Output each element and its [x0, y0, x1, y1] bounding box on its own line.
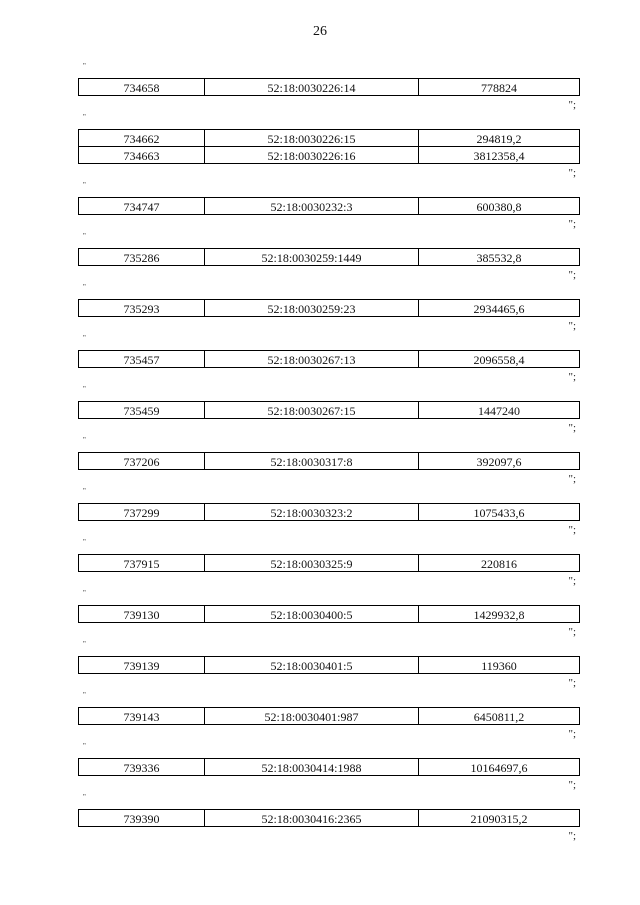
cadastral-number-cell: 52:18:0030232:3: [205, 198, 419, 215]
closing-quote-mark: ";: [568, 728, 576, 740]
cadastral-number-cell: 52:18:0030259:1449: [205, 249, 419, 266]
cadastral-number-cell: 52:18:0030267:15: [205, 402, 419, 419]
cadastral-number-cell: 52:18:0030414:1988: [205, 759, 419, 776]
closing-quote-mark: ";: [568, 677, 576, 689]
record-table: [78, 78, 580, 96]
closing-quote-mark: ";: [568, 575, 576, 587]
cadastral-number-cell: 52:18:0030317:8: [205, 453, 419, 470]
table-row: [79, 606, 580, 623]
record-table: [78, 503, 580, 521]
closing-quote-mark: ";: [568, 626, 576, 638]
closing-quote-mark: ";: [568, 371, 576, 383]
cadastral-value-cell: 119360: [419, 657, 580, 674]
opening-quote-mark: ": [83, 385, 86, 393]
table-row: [79, 759, 580, 776]
cadastral-value-cell: 294819,2: [419, 130, 580, 147]
table-row: [79, 810, 580, 827]
closing-quote-mark: ";: [568, 779, 576, 791]
cadastral-value-cell: 1429932,8: [419, 606, 580, 623]
cadastral-number-cell: 52:18:0030226:16: [205, 147, 419, 164]
table-row: [79, 657, 580, 674]
cadastral-value-cell: 2096558,4: [419, 351, 580, 368]
record-number-cell: 734663: [79, 147, 205, 164]
closing-quote-mark: ";: [568, 422, 576, 434]
record-number-cell: 734658: [79, 79, 205, 96]
table-row: [79, 453, 580, 470]
table-row: [79, 198, 580, 215]
cadastral-number-cell: 52:18:0030259:23: [205, 300, 419, 317]
record-table: [78, 401, 580, 419]
record-number-cell: 734662: [79, 130, 205, 147]
closing-quote-mark: ";: [568, 830, 576, 842]
table-row: [79, 147, 580, 164]
table-row: [79, 708, 580, 725]
opening-quote-mark: ": [83, 62, 86, 70]
record-number-cell: 739390: [79, 810, 205, 827]
record-table: [78, 350, 580, 368]
opening-quote-mark: ": [83, 436, 86, 444]
record-table: [78, 809, 580, 827]
page-number: 26: [313, 24, 327, 39]
record-table: [78, 554, 580, 572]
cadastral-value-cell: 220816: [419, 555, 580, 572]
cadastral-number-cell: 52:18:0030226:15: [205, 130, 419, 147]
cadastral-number-cell: 52:18:0030401:5: [205, 657, 419, 674]
opening-quote-mark: ": [83, 589, 86, 597]
cadastral-number-cell: 52:18:0030401:987: [205, 708, 419, 725]
cadastral-value-cell: 778824: [419, 79, 580, 96]
opening-quote-mark: ": [83, 742, 86, 750]
record-number-cell: 737206: [79, 453, 205, 470]
table-row: [79, 351, 580, 368]
record-table: [78, 248, 580, 266]
opening-quote-mark: ": [83, 283, 86, 291]
table-row: [79, 249, 580, 266]
opening-quote-mark: ": [83, 487, 86, 495]
closing-quote-mark: ";: [568, 269, 576, 281]
opening-quote-mark: ": [83, 640, 86, 648]
table-row: [79, 504, 580, 521]
opening-quote-mark: ": [83, 538, 86, 546]
cadastral-value-cell: 1075433,6: [419, 504, 580, 521]
closing-quote-mark: ";: [568, 99, 576, 111]
cadastral-number-cell: 52:18:0030416:2365: [205, 810, 419, 827]
record-table: [78, 452, 580, 470]
table-row: [79, 300, 580, 317]
cadastral-value-cell: 392097,6: [419, 453, 580, 470]
record-number-cell: 739139: [79, 657, 205, 674]
cadastral-value-cell: 1447240: [419, 402, 580, 419]
cadastral-value-cell: 3812358,4: [419, 147, 580, 164]
cadastral-number-cell: 52:18:0030325:9: [205, 555, 419, 572]
closing-quote-mark: ";: [568, 524, 576, 536]
table-row: [79, 555, 580, 572]
cadastral-number-cell: 52:18:0030267:13: [205, 351, 419, 368]
cadastral-value-cell: 2934465,6: [419, 300, 580, 317]
record-table: [78, 605, 580, 623]
record-number-cell: 735459: [79, 402, 205, 419]
cadastral-value-cell: 6450811,2: [419, 708, 580, 725]
cadastral-value-cell: 10164697,6: [419, 759, 580, 776]
table-row: [79, 130, 580, 147]
record-table: [78, 129, 580, 164]
closing-quote-mark: ";: [568, 218, 576, 230]
record-table: [78, 707, 580, 725]
cadastral-number-cell: 52:18:0030226:14: [205, 79, 419, 96]
record-number-cell: 739336: [79, 759, 205, 776]
table-row: [79, 79, 580, 96]
closing-quote-mark: ";: [568, 473, 576, 485]
record-number-cell: 739143: [79, 708, 205, 725]
record-number-cell: 734747: [79, 198, 205, 215]
cadastral-number-cell: 52:18:0030323:2: [205, 504, 419, 521]
record-number-cell: 737915: [79, 555, 205, 572]
table-row: [79, 402, 580, 419]
record-table: [78, 656, 580, 674]
record-number-cell: 735286: [79, 249, 205, 266]
opening-quote-mark: ": [83, 181, 86, 189]
opening-quote-mark: ": [83, 232, 86, 240]
record-number-cell: 737299: [79, 504, 205, 521]
cadastral-number-cell: 52:18:0030400:5: [205, 606, 419, 623]
record-table: [78, 758, 580, 776]
closing-quote-mark: ";: [568, 167, 576, 179]
closing-quote-mark: ";: [568, 320, 576, 332]
record-number-cell: 739130: [79, 606, 205, 623]
record-table: [78, 299, 580, 317]
opening-quote-mark: ": [83, 334, 86, 342]
opening-quote-mark: ": [83, 691, 86, 699]
opening-quote-mark: ": [83, 113, 86, 121]
cadastral-value-cell: 21090315,2: [419, 810, 580, 827]
record-number-cell: 735457: [79, 351, 205, 368]
opening-quote-mark: ": [83, 793, 86, 801]
cadastral-value-cell: 385532,8: [419, 249, 580, 266]
cadastral-value-cell: 600380,8: [419, 198, 580, 215]
record-table: [78, 197, 580, 215]
record-number-cell: 735293: [79, 300, 205, 317]
